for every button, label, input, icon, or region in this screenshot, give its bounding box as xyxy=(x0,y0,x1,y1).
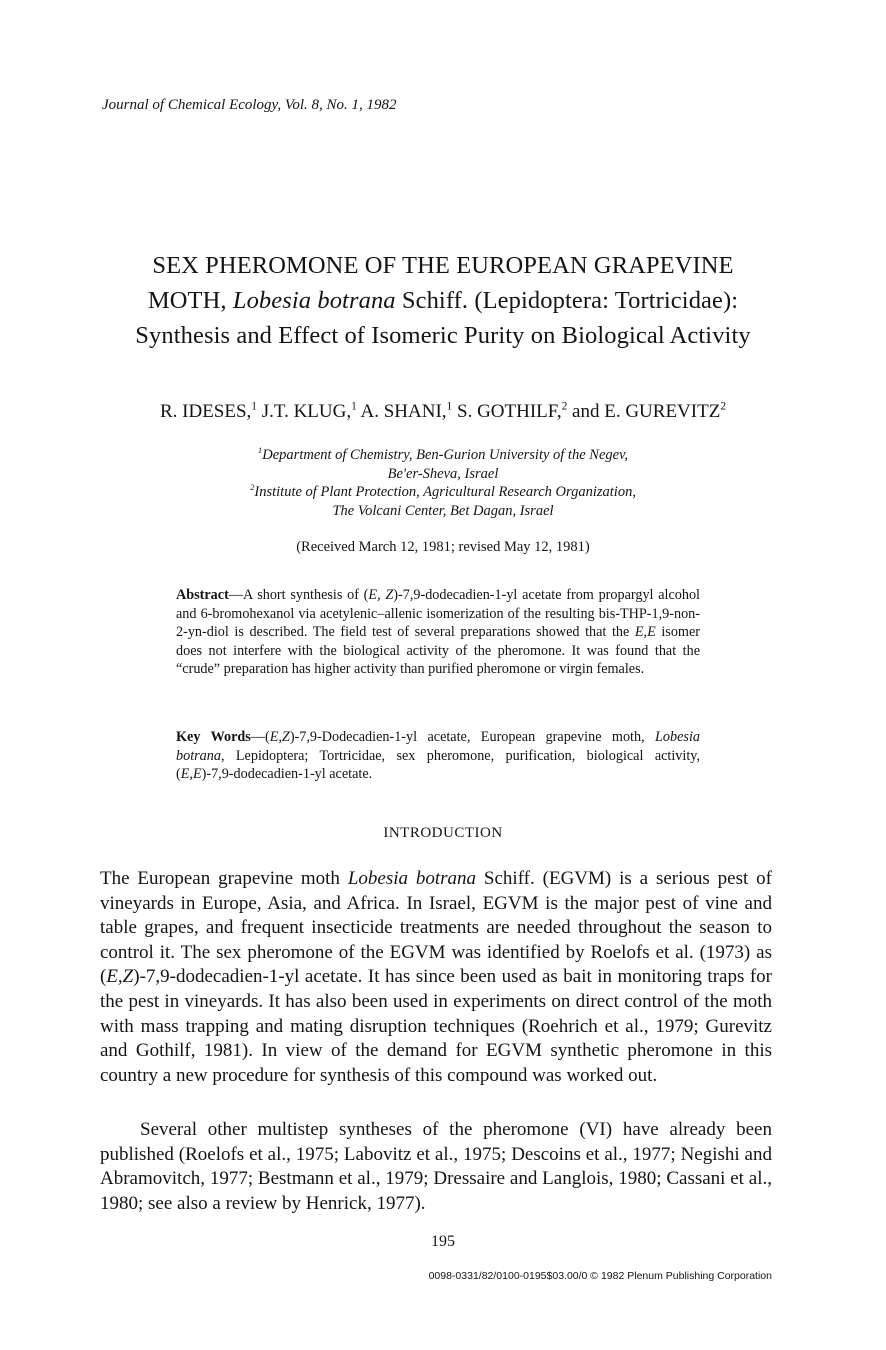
author-shani: A. SHANI, xyxy=(360,401,447,422)
author-sup: 2 xyxy=(561,400,568,413)
section-heading-introduction: INTRODUCTION xyxy=(383,825,503,841)
title-moth: MOTH, xyxy=(147,287,233,314)
abstract-label: Abstract xyxy=(176,587,229,603)
title-order: Schiff. (Lepidoptera: Tortricidae): xyxy=(395,287,739,314)
title-species: Lobesia botrana xyxy=(232,287,396,314)
article-title xyxy=(60,248,826,353)
affiliations xyxy=(100,446,786,520)
affiliation-sup: 1 xyxy=(257,445,263,456)
author-sup: 1 xyxy=(251,400,257,413)
key-words-label: Key Words xyxy=(176,729,251,745)
title-line-2 xyxy=(60,283,826,318)
intro-paragraph-2: Several other multistep syntheses of the pheromone (VI) have already been published (Roelofs et al., 1975; Labovitz et al., 1975; Descoins et al., 1977; Negishi and Abramovitch, 1977; Bestmann et al., 1979; Dressaire and Langlois, 1980; Cassani et al., 1980; see also a review by Henrick, 1977). xyxy=(100,1119,772,1214)
author-list xyxy=(40,401,846,423)
journal-header: Journal of Chemical Ecology, Vol. 8, No. 1, 1982 xyxy=(102,97,397,113)
key-words: Key Words—(E,Z)-7,9-Dodecadien-1-yl acetate, European grapevine moth, Lobesia botrana, Lepidoptera; Tortricidae, sex pheromone, purification, biological activity, (E,E)-7,9-dodecadien-1-yl acetate. xyxy=(176,729,700,783)
received-dates: (Received March 12, 1981; revised May 12, 1981) xyxy=(296,539,590,555)
copyright-line: 0098-0331/82/0100-0195$03.00/0 © 1982 Plenum Publishing Corporation xyxy=(428,1270,772,1282)
title-line-1: SEX PHEROMONE OF THE EUROPEAN GRAPEVINE xyxy=(152,252,734,279)
affiliation-sup: 2 xyxy=(250,482,255,493)
affiliation-1-location: Be'er-Sheva, Israel xyxy=(387,465,499,482)
affiliation-2: $^2$Institute of Plant Protection, Agricultural Research Organization, xyxy=(250,482,636,500)
title-line-3: Synthesis and Effect of Isomeric Purity on Biological Activity xyxy=(135,322,751,349)
affiliation-2-location: The Volcani Center, Bet Dagan, Israel xyxy=(332,502,554,519)
author-ideses: R. IDESES, xyxy=(159,401,252,422)
author-gothilf: S. GOTHILF, xyxy=(457,401,562,422)
author-sup: 2 xyxy=(720,400,727,413)
author-gurevitz: E. GUREVITZ xyxy=(604,401,721,422)
intro-paragraph-1: The European grapevine moth Lobesia botrana Schiff. (EGVM) is a serious pest of vineyards in Europe, Asia, and Africa. In Israel, EGVM is the major pest of vine and table grapes, and frequent insecticide treatments are needed throughout the season to control it. The sex pheromone of the EGVM was identified by Roelofs et al. (1973) as (E,Z)-7,9-dodecadien-1-yl acetate. It has since been used as bait in monitoring traps for the pest in vineyards. It has also been used in experiments on direct control of the moth with mass trapping and mating disruption techniques (Roehrich et al., 1979; Gurevitz and Gothilf, 1981). In view of the demand for EGVM synthetic pheromone in this country a new procedure for synthesis of this compound was worked out. xyxy=(100,868,772,1086)
abstract: Abstract—A short synthesis of (E, Z)-7,9-dodecadien-1-yl acetate from propargyl alcohol and 6-bromohexanol via acetylenic–allenic isomerization of the resulting bis-THP-1,9-non-2-yn-diol is described. The field test of several preparations showed that the E,E isomer does not interfere with the biological activity of the pheromone. It was found that the “crude” preparation has higher activity than purified pheromone or virgin females. xyxy=(176,587,700,678)
author-klug: J.T. KLUG, xyxy=(261,401,352,422)
affiliation-1: $^1$Department of Chemistry, Ben-Gurion University of the Negev, xyxy=(257,445,629,463)
author-sup: 1 xyxy=(446,400,453,413)
page-number: 195 xyxy=(431,1233,455,1250)
author-and: and xyxy=(572,401,600,422)
author-sup: 1 xyxy=(351,400,357,413)
